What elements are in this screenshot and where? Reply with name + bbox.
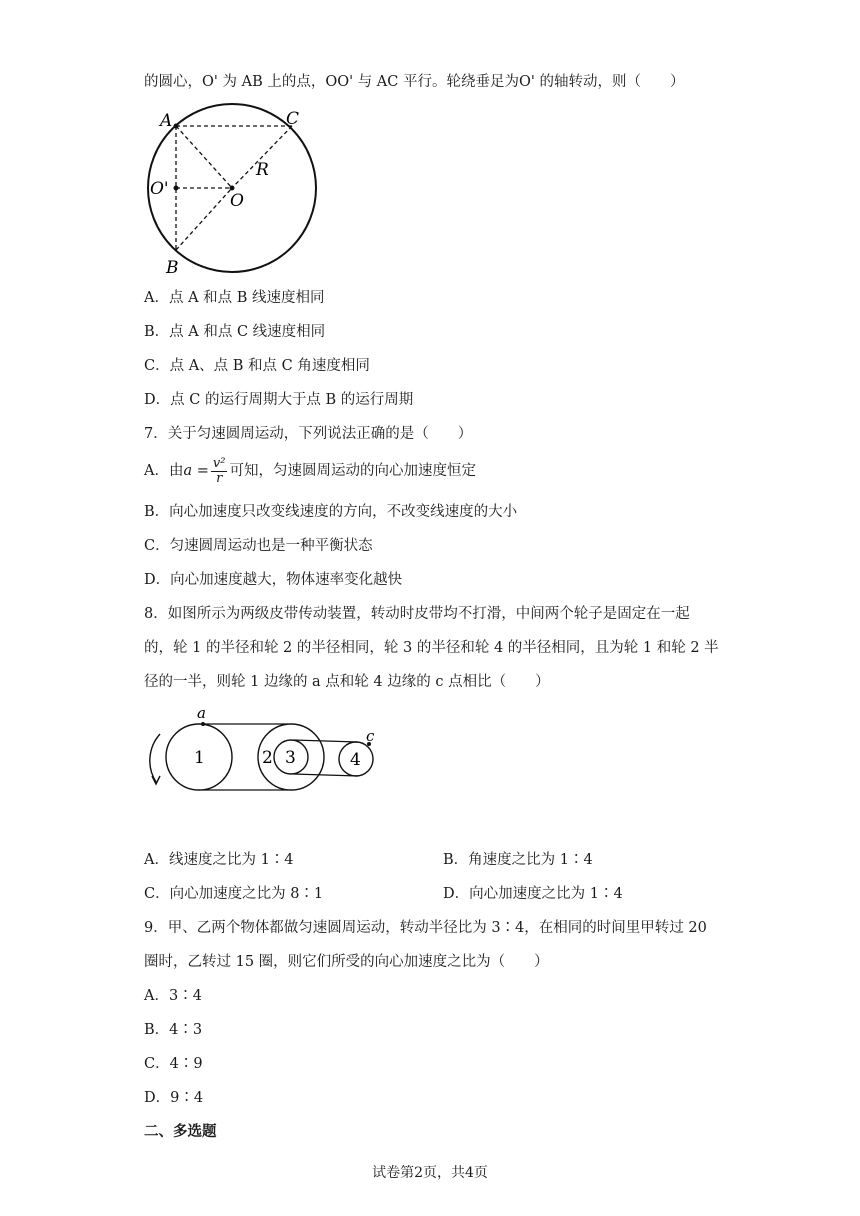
point-o-prime-dot xyxy=(174,186,179,191)
label-wheel-2: 2 xyxy=(262,748,273,768)
q7-option-a xyxy=(144,454,476,488)
q9-option-c: C．4∶9 xyxy=(144,1056,203,1072)
point-a-dot xyxy=(174,124,179,129)
q9-option-b: B．4∶3 xyxy=(144,1022,203,1038)
point-a-dot xyxy=(201,722,205,726)
q9-stem-line-1: 9．甲、乙两个物体都做匀速圆周运动，转动半径比为 3∶4，在相同的时间里甲转过 20 xyxy=(144,920,707,936)
label-wheel-1: 1 xyxy=(194,748,205,768)
q8-stem-line-2: 的，轮 1 的半径和轮 2 的半径相同，轮 3 的半径和轮 4 的半径相同，且为轮 1 和轮 2 半 xyxy=(144,640,719,656)
q8-stem-line-1: 8．如图所示为两级皮带传动装置，转动时皮带均不打滑，中间两个轮子是固定在一起 xyxy=(144,606,690,622)
label-c: C xyxy=(286,109,300,129)
q7-formula-numerator: v² xyxy=(212,455,226,471)
page-footer: 试卷第2页，共4页 xyxy=(372,1165,488,1181)
q6-option-a: A．点 A 和点 B 线速度相同 xyxy=(144,290,325,306)
q7-option-a-prefix: A．由 xyxy=(144,463,184,479)
q8-option-c: C．向心加速度之比为 8∶1 xyxy=(144,886,324,902)
q6-circle-figure xyxy=(140,100,330,280)
q7-option-c: C．匀速圆周运动也是一种平衡状态 xyxy=(144,538,373,554)
label-wheel-3: 3 xyxy=(285,748,296,768)
q6-option-b: B．点 A 和点 C 线速度相同 xyxy=(144,324,326,340)
rotation-arrow-icon xyxy=(150,734,160,782)
q6-option-c: C．点 A、点 B 和点 C 角速度相同 xyxy=(144,358,370,374)
q6-stem-tail: 的圆心，O' 为 AB 上的点，OO' 与 AC 平行。轮绕垂足为O' 的轴转动，则（ ） xyxy=(144,74,685,90)
q7-formula-denominator: r xyxy=(216,470,223,486)
segment-bo xyxy=(176,188,232,250)
label-a: A xyxy=(160,111,173,131)
section-heading-multi-choice: 二、多选题 xyxy=(144,1123,217,1140)
q8-stem-line-3: 径的一半，则轮 1 边缘的 a 点和轮 4 边缘的 c 点相比（ ） xyxy=(144,674,550,690)
q8-option-a: A．线速度之比为 1∶4 xyxy=(144,852,294,868)
label-o-prime: O' xyxy=(150,179,169,199)
q9-option-a: A．3∶4 xyxy=(144,988,202,1004)
label-wheel-4: 4 xyxy=(350,750,361,770)
q7-option-a-suffix: 可知，匀速圆周运动的向心加速度恒定 xyxy=(229,463,476,479)
q8-option-b: B．角速度之比为 1∶4 xyxy=(443,852,593,868)
rotation-arrowhead-icon xyxy=(152,776,160,784)
q8-belt-figure xyxy=(140,700,390,800)
label-b: B xyxy=(166,258,179,278)
q7-stem: 7．关于匀速圆周运动，下列说法正确的是（ ） xyxy=(144,426,473,442)
label-o: O xyxy=(230,191,244,211)
q6-option-d: D．点 C 的运行周期大于点 B 的运行周期 xyxy=(144,392,414,408)
q9-option-d: D．9∶4 xyxy=(144,1090,204,1106)
point-o-dot xyxy=(230,186,235,191)
segment-ao xyxy=(176,126,232,188)
belt-3-4-top xyxy=(293,740,358,742)
label-r: R xyxy=(256,160,269,180)
q7-option-d: D．向心加速度越大，物体速率变化越快 xyxy=(144,572,403,588)
q8-option-d: D．向心加速度之比为 1∶4 xyxy=(443,886,623,902)
label-point-c: c xyxy=(366,727,375,745)
label-point-a: a xyxy=(197,704,206,722)
q7-formula-lhs: a = xyxy=(183,463,209,479)
q7-formula-fraction xyxy=(211,457,228,486)
q7-option-b: B．向心加速度只改变线速度的方向，不改变线速度的大小 xyxy=(144,504,518,520)
q9-stem-line-2: 圈时，乙转过 15 圈，则它们所受的向心加速度之比为（ ） xyxy=(144,954,549,970)
